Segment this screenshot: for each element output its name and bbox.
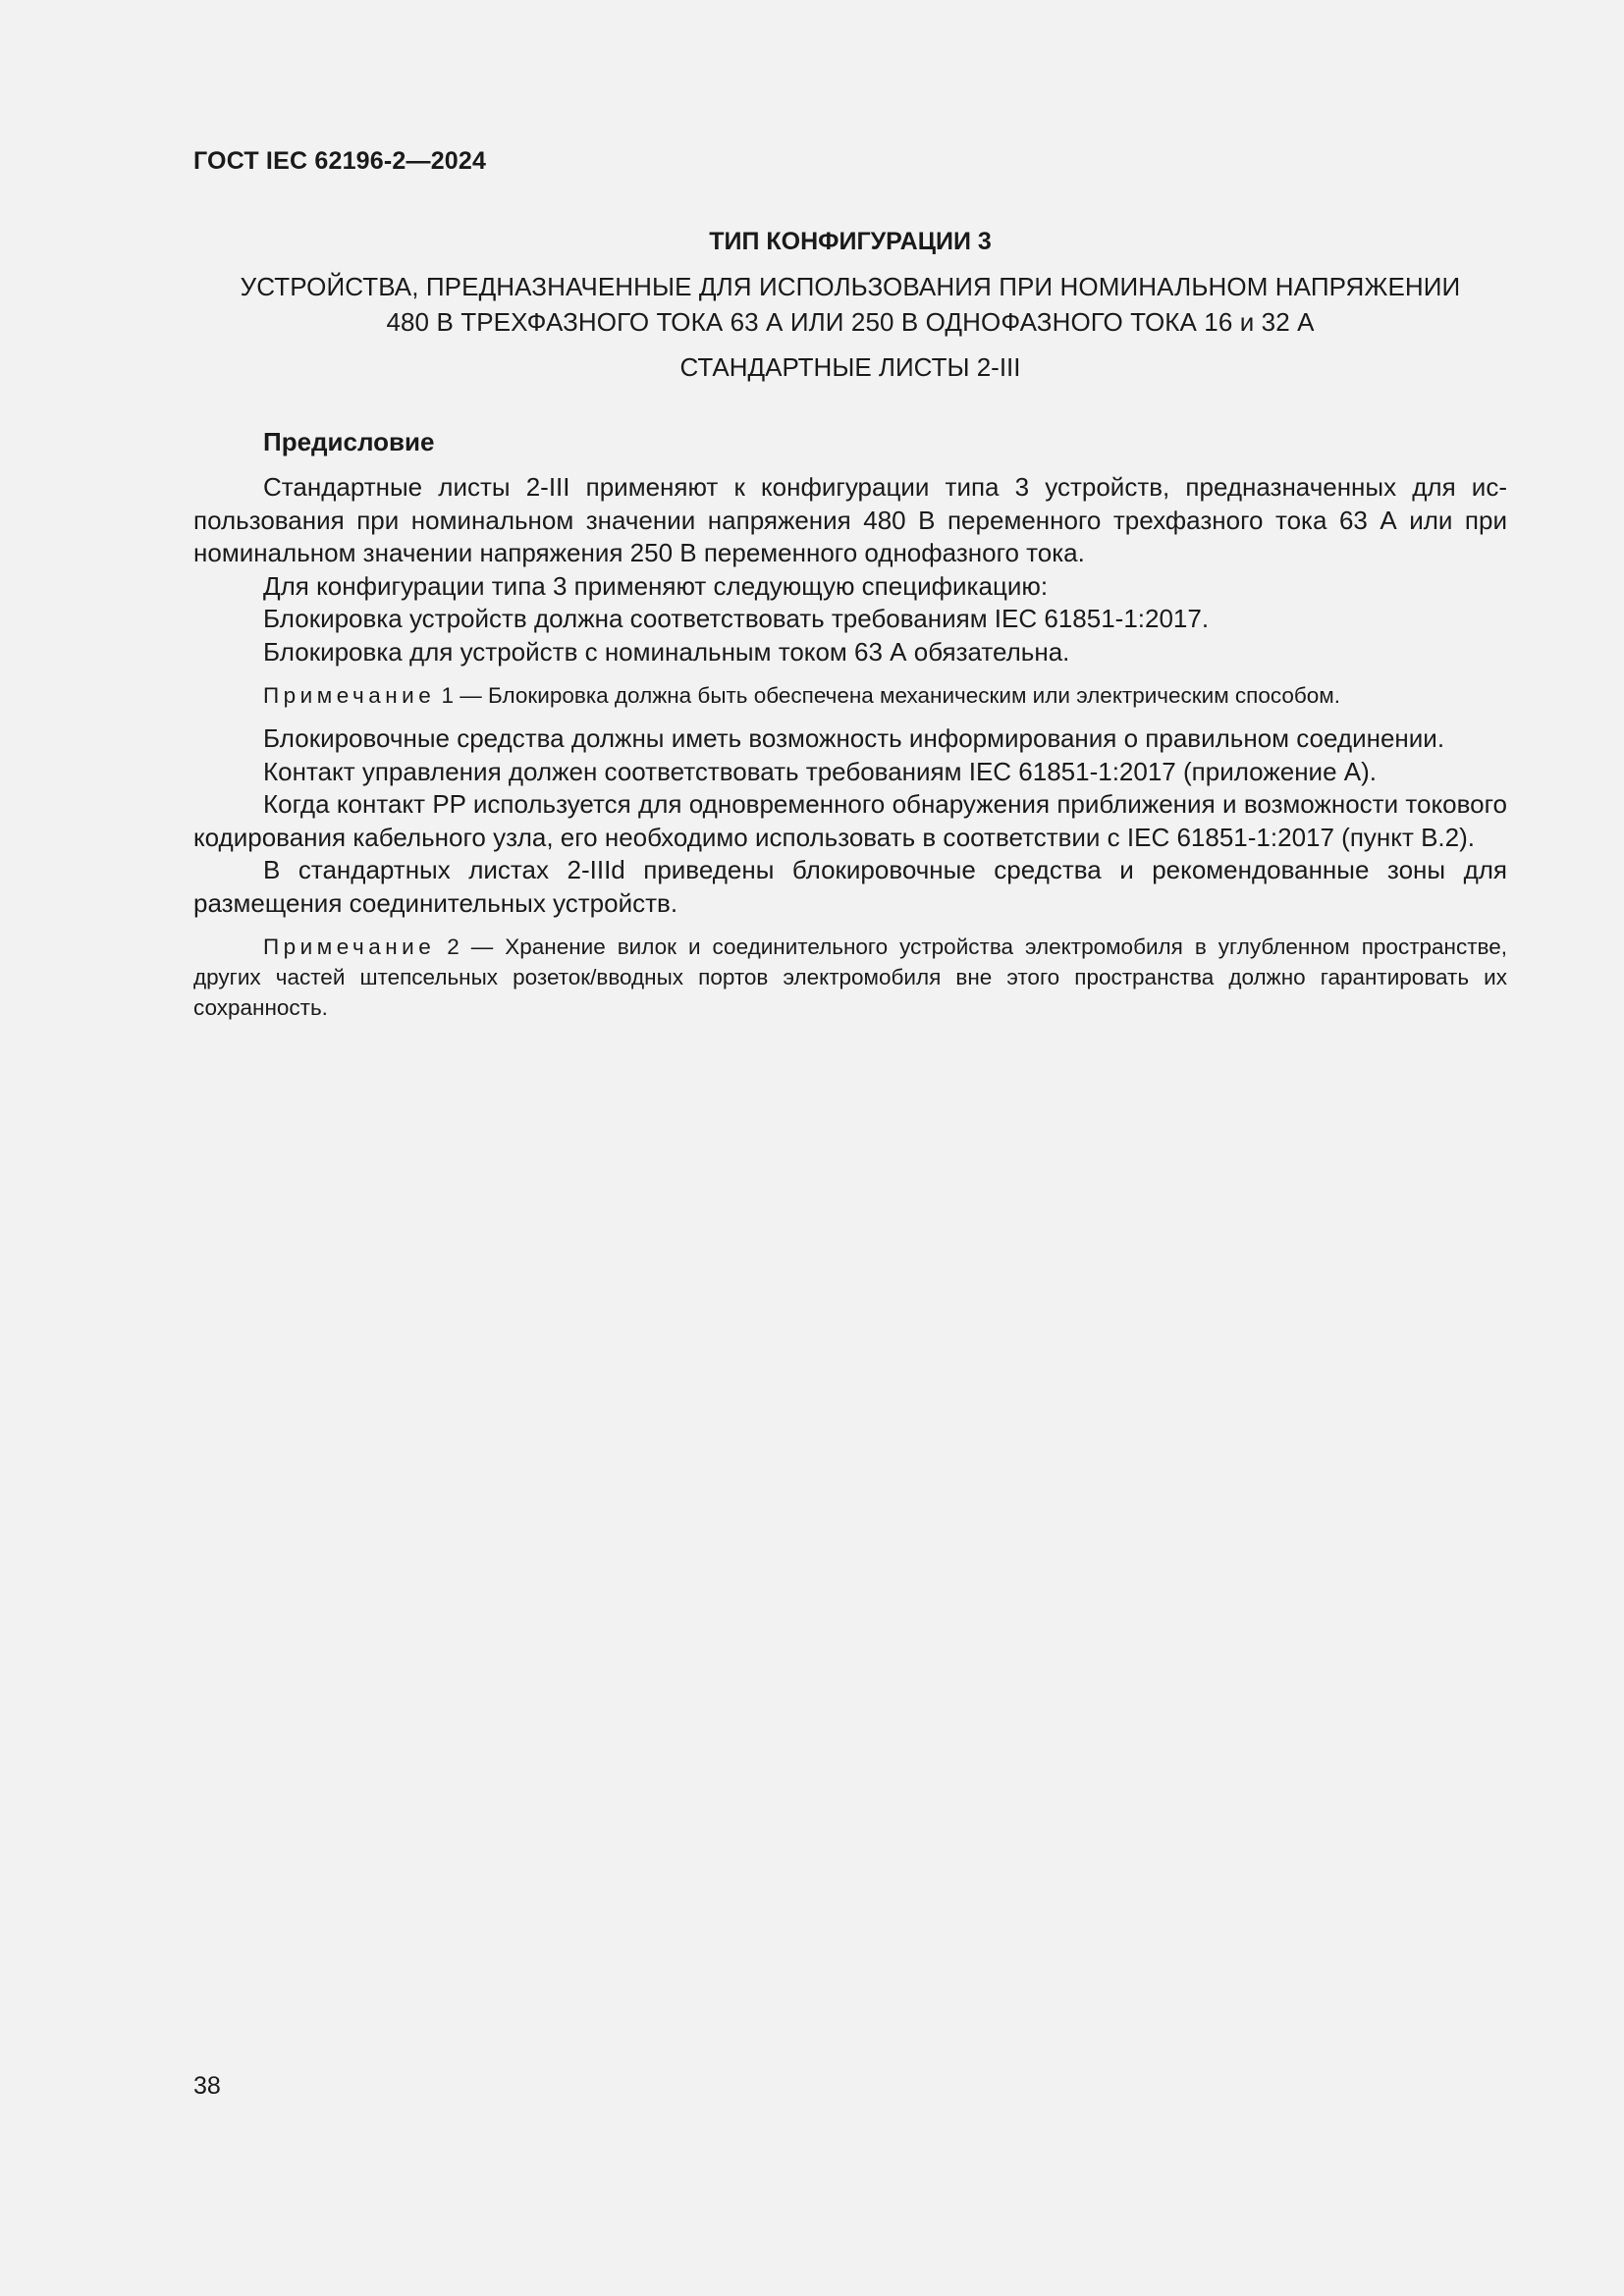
configuration-type-title: ТИП КОНФИГУРАЦИИ 3	[709, 228, 992, 255]
note-1-text: 1 — Блокировка должна быть обеспечена механическим или электрическим способом.	[441, 683, 1341, 708]
paragraph-4: Блокировка для устройств с номинальным током 63 А обязательна.	[263, 636, 1070, 667]
configuration-subtitle	[193, 269, 1507, 340]
paragraph-3: Блокировка устройств должна соответствовать требованиям IEC 61851-1:2017.	[263, 604, 1210, 633]
document-code-header: ГОСТ IEC 62196-2—2024	[193, 147, 487, 175]
paragraph-2: Для конфигурации типа 3 применяют следующую спецификацию:	[263, 570, 1049, 601]
note-2-label: Примечание	[263, 934, 436, 959]
note-2-text: 2 — Хранение вилок и соединительного устройства электромобиля в углубленном пространстве, других частей штепсельных розеток/вводных портов электромобиля вне этого пространства должно гарантировать их сохранность.	[193, 934, 1507, 1020]
page-number: 38	[193, 2072, 221, 2100]
subtitle-line-1: УСТРОЙСТВА, ПРЕДНАЗНАЧЕННЫЕ ДЛЯ ИСПОЛЬЗОВАНИЯ ПРИ НОМИНАЛЬНОМ НАПРЯЖЕНИИ	[240, 272, 1461, 301]
note-2	[193, 932, 1507, 1023]
section-heading: Предисловие	[263, 427, 435, 456]
paragraph-5: Блокировочные средства должны иметь возможность информирования о правильном соединении.	[263, 723, 1445, 753]
note-1-label: Примечание	[263, 683, 436, 708]
document-body	[193, 422, 1507, 1035]
paragraph-8: В стандартных листах 2-IIId приведены блокировочные средства и рекомендованные зоны для размещения соединительных устройств.	[193, 855, 1507, 918]
paragraph-1: Стандартные листы 2-III применяют к конфигурации типа 3 устройств, предназначенных для использования при номинальном значении напряжения 480 В переменного трехфазного тока 63 А или при номинальном значении напряжения 250 В переменного однофазного тока.	[193, 472, 1507, 567]
standard-sheets-title: СТАНДАРТНЫЕ ЛИСТЫ 2-III	[679, 352, 1021, 382]
paragraph-6: Контакт управления должен соответствовать требованиям IEC 61851-1:2017 (приложение А).	[263, 756, 1377, 786]
paragraph-7: Когда контакт PP используется для одновременного обнаружения приближения и возможности токового кодирования кабельного узла, его необходимо использовать в соответствии с IEC 61851-1:2017 (пункт В.2).	[193, 789, 1507, 852]
title-block	[193, 222, 1507, 385]
note-1	[193, 680, 1507, 711]
subtitle-line-2: 480 В ТРЕХФАЗНОГО ТОКА 63 А ИЛИ 250 В ОДНОФАЗНОГО ТОКА 16 и 32 А	[386, 307, 1315, 337]
